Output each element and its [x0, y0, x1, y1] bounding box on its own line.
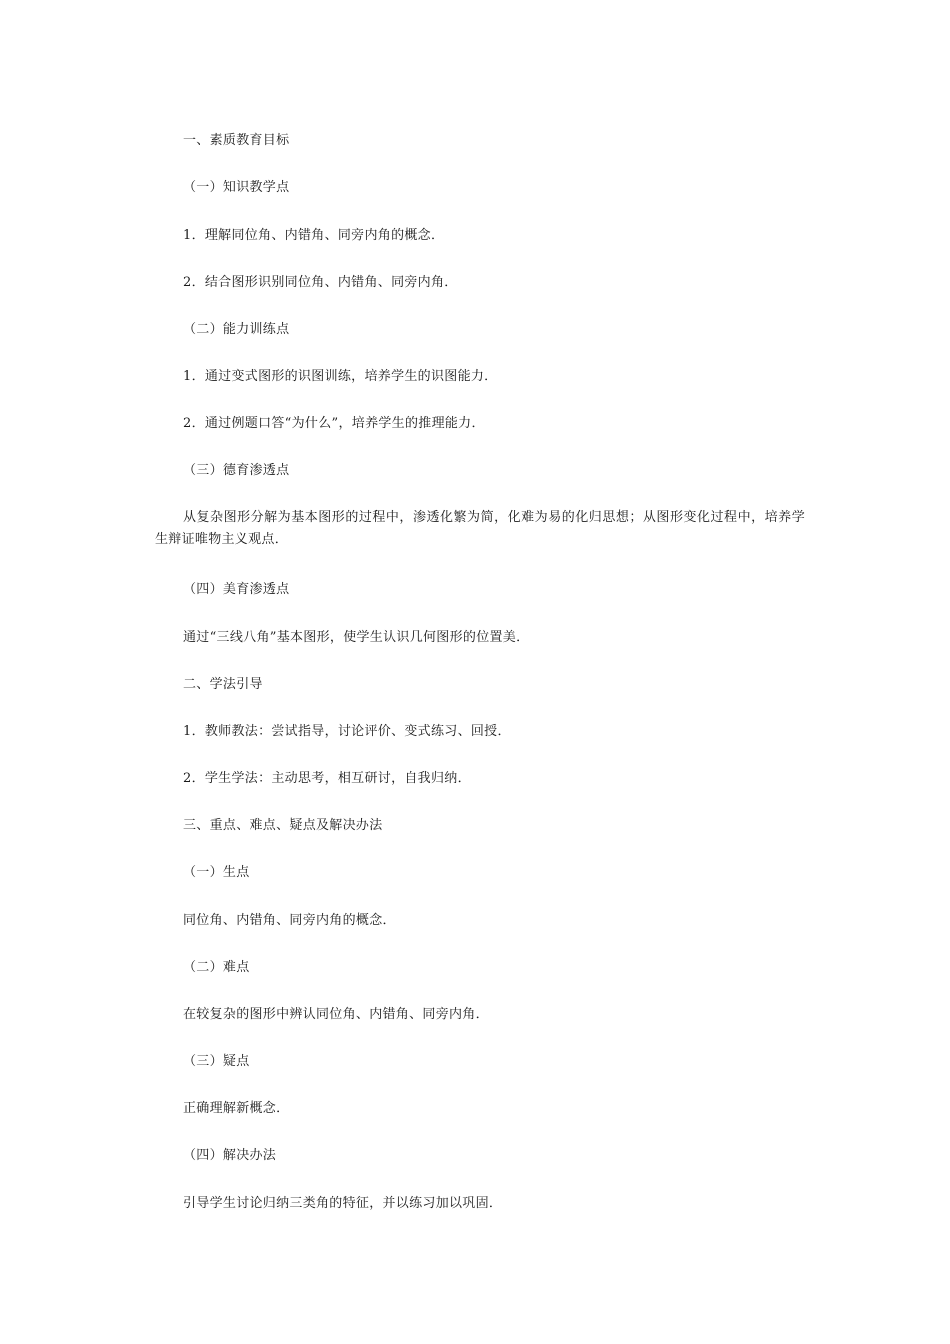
heading-method-guidance: 二、学法引导: [183, 677, 263, 692]
doubts-paragraph: 正确理解新概念．: [183, 1101, 290, 1116]
difficulty-paragraph: 在较复杂的图形中辨认同位角、内错角、同旁内角．: [183, 1007, 489, 1022]
ability-item-2: 2．通过例题口答“为什么”，培养学生的推理能力．: [183, 416, 485, 431]
subheading-focus: （一）生点: [183, 865, 250, 880]
subheading-knowledge-points: （一）知识教学点: [183, 180, 290, 195]
subheading-doubts: （三）疑点: [183, 1054, 250, 1069]
knowledge-item-2: 2．结合图形识别同位角、内错角、同旁内角．: [183, 275, 458, 290]
knowledge-item-1: 1．理解同位角、内错角、同旁内角的概念．: [183, 228, 445, 243]
subheading-moral-points: （三）德育渗透点: [183, 463, 290, 478]
heading-quality-goals: 一、素质教育目标: [183, 133, 290, 148]
subheading-difficulty: （二）难点: [183, 960, 250, 975]
focus-paragraph: 同位角、内错角、同旁内角的概念．: [183, 913, 396, 928]
ability-item-1: 1．通过变式图形的识图训练，培养学生的识图能力．: [183, 369, 498, 384]
aesthetic-paragraph: 通过“三线八角”基本图形，使学生认识几何图形的位置美．: [183, 630, 530, 645]
moral-paragraph: 从复杂图形分解为基本图形的过程中，渗透化繁为简，化难为易的化归思想；从图形变化过程中，培养学生辩证唯物主义观点．: [155, 510, 805, 547]
method-item-2: 2．学生学法：主动思考，相互研讨，自我归纳．: [183, 771, 471, 786]
solution-paragraph: 引导学生讨论归纳三类角的特征，并以练习加以巩固．: [183, 1196, 503, 1211]
method-item-1: 1．教师教法：尝试指导，讨论评价、变式练习、回授．: [183, 724, 511, 739]
subheading-aesthetic-points: （四）美育渗透点: [183, 582, 290, 597]
subheading-solution: （四）解决办法: [183, 1148, 277, 1163]
heading-key-points: 三、重点、难点、疑点及解决办法: [183, 818, 383, 833]
subheading-ability-points: （二）能力训练点: [183, 322, 290, 337]
